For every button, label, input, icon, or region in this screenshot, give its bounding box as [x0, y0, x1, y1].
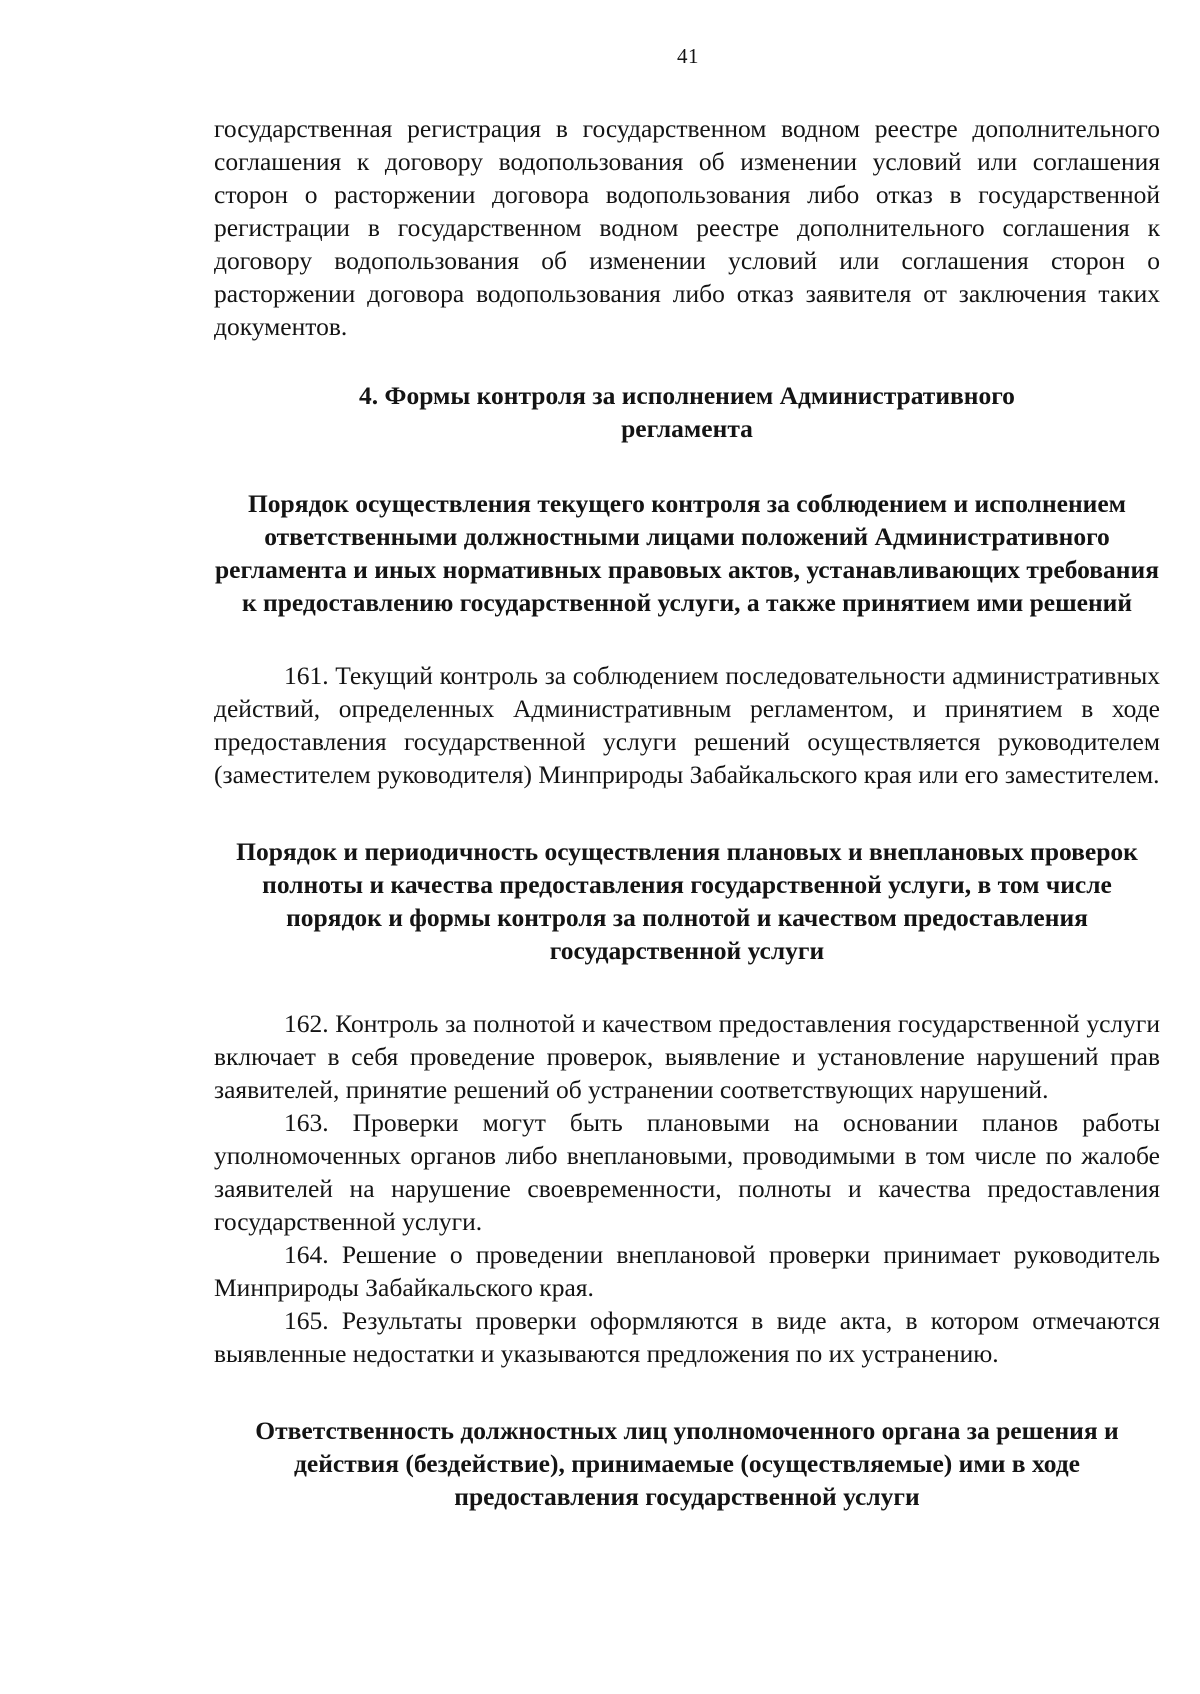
intro-paragraph: государственная регистрация в государственном водном реестре дополнительного соглашения к договору водопользования об изменении условий или соглашения сторон о расторжении договора водопользования либо отказ в государственной регистрации в государственном водном реестре дополнительного соглашения к договору водопользования об изменении условий или соглашения сторон о расторжении договора водопользования либо отказ заявителя от заключения таких документов. — [214, 114, 1160, 341]
paragraph-163: 163. Проверки могут быть плановыми на основании планов работы уполномоченных органов либо внеплановыми, проводимыми в том числе по жалобе заявителей на нарушение своевременности, полноты и качества предоставления государственной услуги. — [214, 1108, 1160, 1236]
paragraph-164: 164. Решение о проведении внеплановой проверки принимает руководитель Минприроды Забайкальского края. — [214, 1240, 1160, 1302]
document-body — [214, 112, 1160, 1513]
paragraph-161: 161. Текущий контроль за соблюдением последовательности административных действий, определенных Административным регламентом, и принятием в ходе предоставления государственной услуги решений осуществляется руководителем (заместителем руководителя) Минприроды Забайкальского края или его заместителем. — [214, 661, 1160, 789]
section-heading: 4. Формы контроля за исполнением Административного регламента — [359, 381, 1015, 443]
subsection-heading-inspections: Порядок и периодичность осуществления плановых и внеплановых проверок полноты и качества предоставления государственной услуги, в том числе порядок и формы контроля за полнотой и качеством предоставления государственной услуги — [236, 837, 1138, 965]
subsection-heading-responsibility: Ответственность должностных лиц уполномоченного органа за решения и действия (бездействие), принимаемые (осуществляемые) ими в ходе предоставления государственной услуги — [255, 1416, 1119, 1511]
paragraph-165: 165. Результаты проверки оформляются в виде акта, в котором отмечаются выявленные недостатки и указываются предложения по их устранению. — [214, 1306, 1160, 1368]
subsection-heading-current-control: Порядок осуществления текущего контроля за соблюдением и исполнением ответственными должностными лицами положений Административного регламента и иных нормативных правовых актов, устанавливающих требования к предоставлению государственной услуги, а также принятием ими решений — [215, 489, 1159, 617]
page-number: 41 — [677, 44, 699, 68]
paragraph-162: 162. Контроль за полнотой и качеством предоставления государственной услуги включает в себя проведение проверок, выявление и установление нарушений прав заявителей, принятие решений об устранении соответствующих нарушений. — [214, 1009, 1160, 1104]
